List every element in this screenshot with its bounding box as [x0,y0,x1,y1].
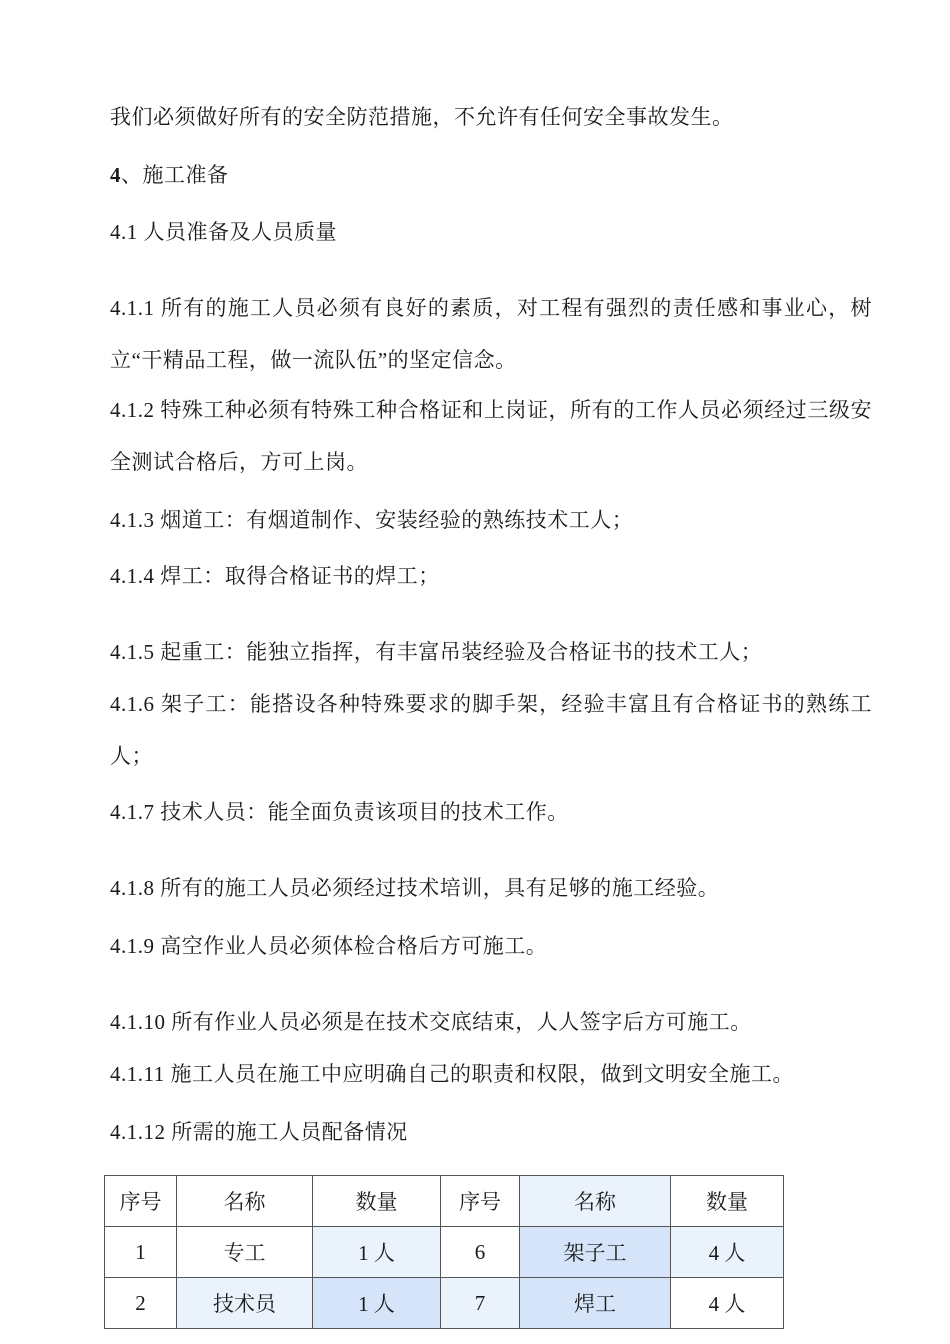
table-cell: 4 人 [671,1227,784,1278]
staff-allocation-table [104,1175,784,1329]
table-cell: 4 人 [671,1278,784,1329]
header-cell-count-2: 数量 [671,1176,784,1227]
table-cell: 专工 [177,1227,313,1278]
table-cell: 架子工 [520,1227,671,1278]
paragraph-4-1-6: 4.1.6 架子工：能搭设各种特殊要求的脚手架，经验丰富且有合格证书的熟练工人； [110,692,872,768]
table-cell: 2 [105,1278,177,1329]
paragraph-4-1-9: 4.1.9 高空作业人员必须体检合格后方可施工。 [110,934,548,958]
table-cell: 技术员 [177,1278,313,1329]
table-row [105,1227,784,1278]
paragraph-4-1-11: 4.1.11 施工人员在施工中应明确自己的职责和权限，做到文明安全施工。 [110,1062,794,1086]
paragraph-4-1-8: 4.1.8 所有的施工人员必须经过技术培训，具有足够的施工经验。 [110,876,720,900]
table-header-row [105,1176,784,1227]
paragraph-4-1-7: 4.1.7 技术人员：能全面负责该项目的技术工作。 [110,800,569,824]
header-cell-index: 序号 [105,1176,177,1227]
paragraph-intro: 我们必须做好所有的安全防范措施，不允许有任何安全事故发生。 [110,105,734,129]
header-cell-name: 名称 [177,1176,313,1227]
table-cell: 1 [105,1227,177,1278]
paragraph-4-1-12: 4.1.12 所需的施工人员配备情况 [110,1120,408,1144]
header-cell-name-2: 名称 [520,1176,671,1227]
paragraph-4-1-5: 4.1.5 起重工：能独立指挥，有丰富吊装经验及合格证书的技术工人； [110,640,763,664]
section-number: 4 [110,163,121,187]
paragraph-4-1-3: 4.1.3 烟道工：有烟道制作、安装经验的熟练技术工人； [110,508,634,532]
section-heading-4 [110,149,872,201]
table-cell: 7 [441,1278,520,1329]
header-cell-index-2: 序号 [441,1176,520,1227]
table-cell: 1 人 [313,1227,441,1278]
section-title: 、施工准备 [121,163,229,187]
table-cell: 焊工 [520,1278,671,1329]
paragraph-4-1-10: 4.1.10 所有作业人员必须是在技术交底结束，人人签字后方可施工。 [110,1010,752,1034]
header-cell-count: 数量 [313,1176,441,1227]
paragraph-4-1-1: 4.1.1 所有的施工人员必须有良好的素质，对工程有强烈的责任感和事业心，树立“干精品工程，做一流队伍”的坚定信念。 [110,296,872,372]
table-cell: 6 [441,1227,520,1278]
table-cell: 1 人 [313,1278,441,1329]
paragraph-4-1-2: 4.1.2 特殊工种必须有特殊工种合格证和上岗证，所有的工作人员必须经过三级安全测试合格后，方可上岗。 [110,398,872,474]
table-row [105,1278,784,1329]
paragraph-4-1-4: 4.1.4 焊工：取得合格证书的焊工； [110,564,440,588]
subsection-heading-4-1: 4.1 人员准备及人员质量 [110,220,337,244]
